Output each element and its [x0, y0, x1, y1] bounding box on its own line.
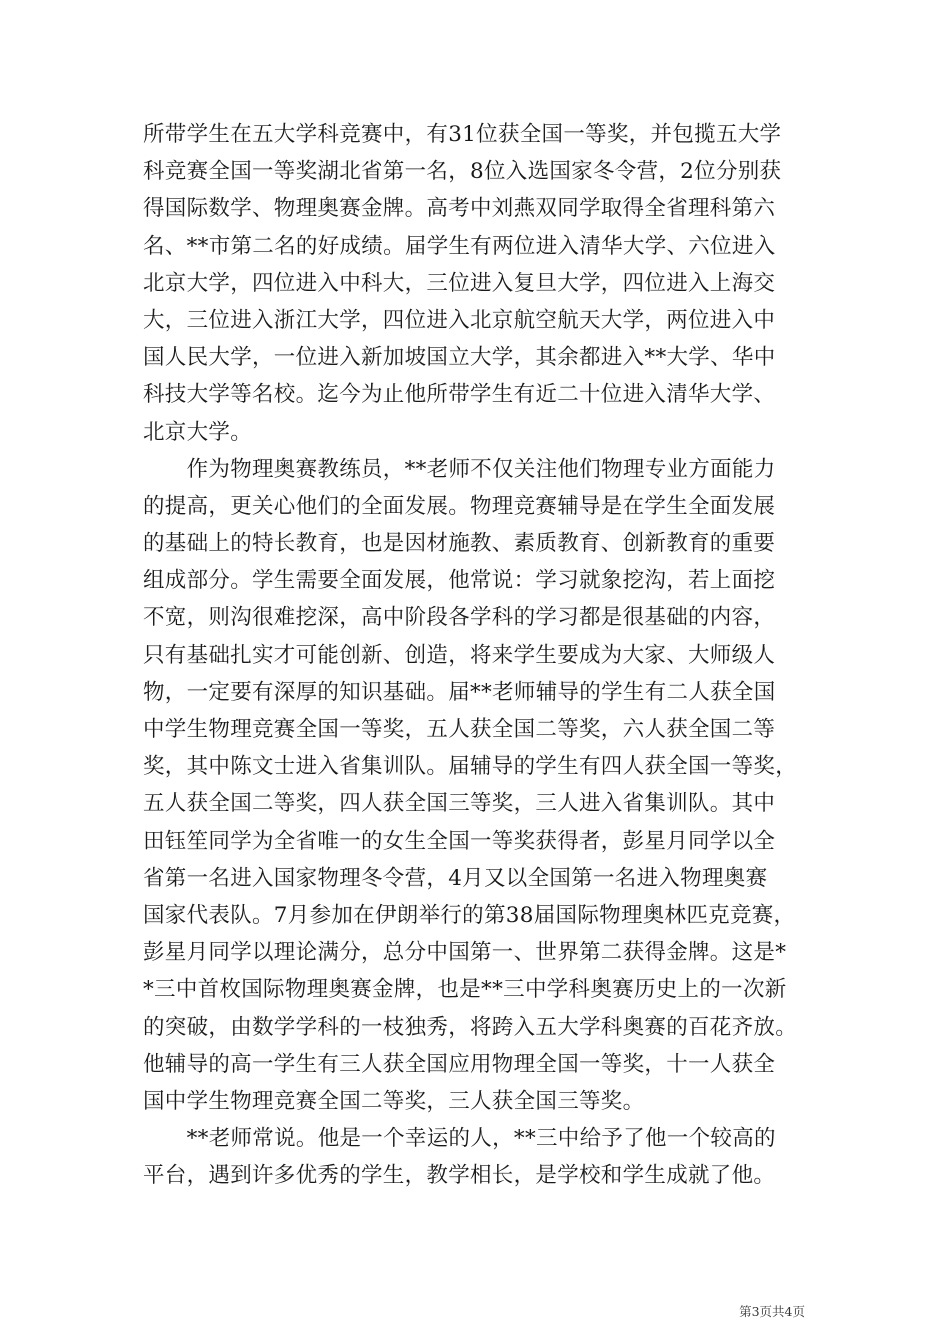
text-line: 物，一定要有深厚的知识基础。届**老师辅导的学生有二人获全国 [143, 679, 776, 705]
text-line: 科技大学等名校。迄今为止他所带学生有近二十位进入清华大学、 [143, 382, 776, 408]
text-line: *三中首枚国际物理奥赛金牌，也是**三中学科奥赛历史上的一次新 [143, 977, 787, 1003]
text-line: 科竞赛全国一等奖湖北省第一名，8位入选国家冬令营，2位分别获 [143, 159, 782, 185]
text-line: 彭星月同学以理论满分，总分中国第一、世界第二获得金牌。这是* [143, 940, 787, 966]
text-line: 省第一名进入国家物理冬令营，4月又以全国第一名进入物理奥赛 [143, 865, 768, 891]
text-line: **老师常说。他是一个幸运的人，**三中给予了他一个较高的 [143, 1126, 776, 1152]
text-line: 的提高，更关心他们的全面发展。物理竞赛辅导是在学生全面发展 [143, 493, 776, 519]
text-line: 组成部分。学生需要全面发展，他常说：学习就象挖沟，若上面挖 [143, 568, 776, 594]
text-line: 的突破，由数学学科的一枝独秀，将跨入五大学科奥赛的百花齐放。 [143, 1014, 798, 1040]
text-line: 他辅导的高一学生有三人获全国应用物理全国一等奖，十一人获全 [143, 1051, 776, 1077]
text-line: 中学生物理竞赛全国一等奖，五人获全国二等奖，六人获全国二等 [143, 717, 776, 742]
text-line: 北京大学，四位进入中科大，三位进入复旦大学，四位进入上海交 [143, 270, 776, 296]
text-line: 名、**市第二名的好成绩。届学生有两位进入清华大学、六位进入 [143, 233, 776, 259]
text-line: 奖，其中陈文士进入省集训队。届辅导的学生有四人获全国一等奖， [143, 754, 798, 780]
text-line: 的基础上的特长教育，也是因材施教、素质教育、创新教育的重要 [143, 531, 776, 557]
text-line: 不宽，则沟很难挖深，高中阶段各学科的学习都是很基础的内容， [143, 605, 776, 631]
text-line: 田钰笙同学为全省唯一的女生全国一等奖获得者，彭星月同学以全 [143, 828, 776, 854]
text-line: 只有基础扎实才可能创新、创造，将来学生要成为大家、大师级人 [143, 642, 776, 668]
document-body [143, 116, 811, 1194]
text-line: 所带学生在五大学科竞赛中，有31位获全国一等奖，并包揽五大学 [143, 122, 782, 147]
text-line: 国人民大学，一位进入新加坡国立大学，其余都进入**大学、华中 [143, 345, 776, 371]
text-line: 大，三位进入浙江大学，四位进入北京航空航天大学，两位进入中 [143, 307, 776, 333]
text-line: 国家代表队。7月参加在伊朗举行的第38届国际物理奥林匹克竞赛， [143, 902, 796, 928]
text-line: 五人获全国二等奖，四人获全国三等奖，三人进入省集训队。其中 [143, 791, 776, 817]
text-line: 得国际数学、物理奥赛金牌。高考中刘燕双同学取得全省理科第六 [143, 196, 776, 222]
text-line: 北京大学。 [143, 419, 253, 445]
text-line: 作为物理奥赛教练员，**老师不仅关注他们物理专业方面能力 [143, 456, 776, 482]
text-line: 平台，遇到许多优秀的学生，教学相长，是学校和学生成就了他。 [143, 1163, 776, 1189]
text-line: 国中学生物理竞赛全国二等奖，三人获全国三等奖。 [143, 1088, 645, 1114]
page-number: 第3页共4页 [739, 1304, 805, 1319]
